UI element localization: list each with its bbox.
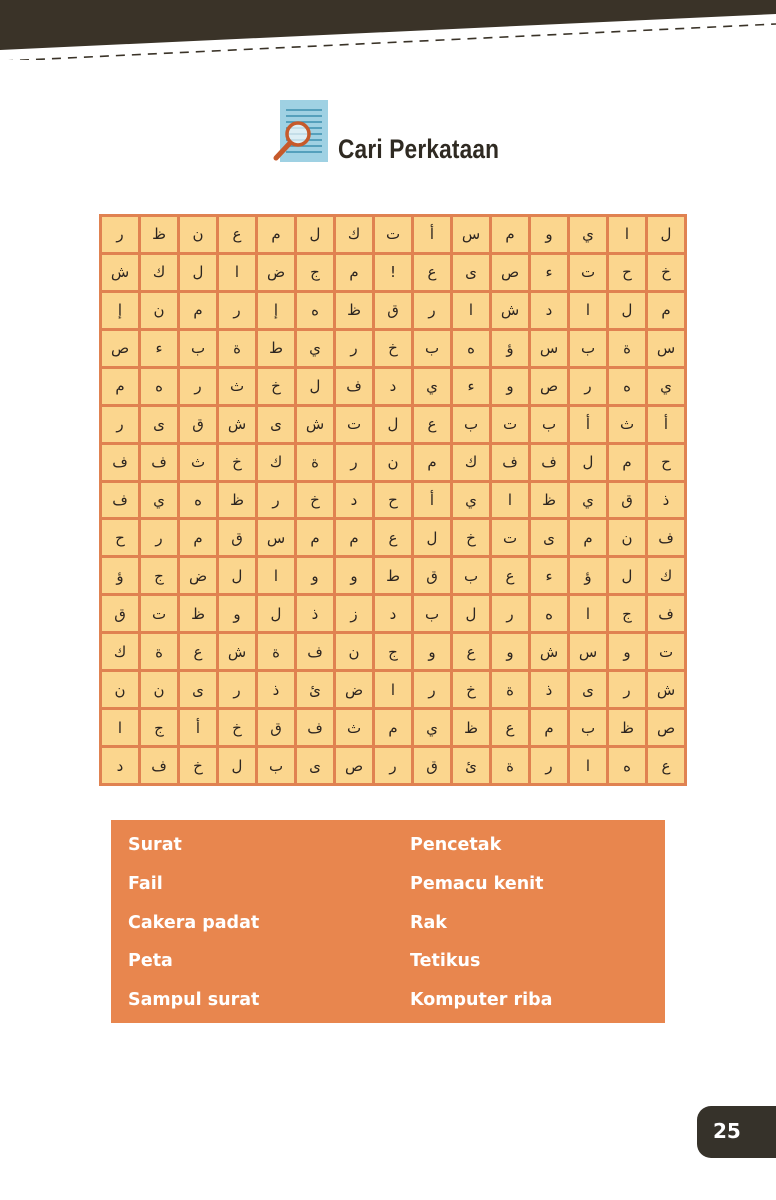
grid-cell: ط bbox=[258, 331, 294, 366]
grid-cell: ء bbox=[141, 331, 177, 366]
grid-cell: س bbox=[531, 331, 567, 366]
grid-cell: خ bbox=[648, 255, 684, 290]
grid-cell: ش bbox=[297, 407, 333, 442]
grid-cell: ء bbox=[531, 255, 567, 290]
grid-cell: ئ bbox=[297, 672, 333, 707]
grid-cell: ت bbox=[648, 634, 684, 669]
grid-cell: ا bbox=[492, 483, 528, 518]
grid-cell: ش bbox=[219, 634, 255, 669]
grid-cell: ف bbox=[102, 445, 138, 480]
grid-cell: م bbox=[102, 369, 138, 404]
grid-cell: ص bbox=[492, 255, 528, 290]
grid-cell: م bbox=[609, 445, 645, 480]
magnifier-document-icon bbox=[272, 98, 332, 164]
grid-cell: ض bbox=[180, 558, 216, 593]
grid-cell: ص bbox=[336, 748, 372, 783]
word-item: Pencetak bbox=[410, 835, 502, 855]
grid-cell: ل bbox=[453, 596, 489, 631]
grid-cell: ى bbox=[531, 520, 567, 555]
grid-cell: خ bbox=[453, 520, 489, 555]
grid-cell: م bbox=[531, 710, 567, 745]
grid-cell: ج bbox=[297, 255, 333, 290]
grid-cell: ك bbox=[258, 445, 294, 480]
grid-cell: و bbox=[609, 634, 645, 669]
grid-cell: م bbox=[180, 293, 216, 328]
grid-cell: ف bbox=[492, 445, 528, 480]
grid-cell: ق bbox=[102, 596, 138, 631]
grid-cell: ر bbox=[570, 369, 606, 404]
grid-cell: ب bbox=[531, 407, 567, 442]
grid-cell: ظ bbox=[453, 710, 489, 745]
grid-cell: ف bbox=[531, 445, 567, 480]
grid-cell: ه bbox=[531, 596, 567, 631]
grid-cell: ة bbox=[492, 748, 528, 783]
grid-cell: ة bbox=[492, 672, 528, 707]
grid-cell: م bbox=[375, 710, 411, 745]
grid-cell: ى bbox=[570, 672, 606, 707]
grid-cell: ص bbox=[102, 331, 138, 366]
grid-cell: ه bbox=[453, 331, 489, 366]
grid-cell: ا bbox=[570, 748, 606, 783]
grid-cell: ف bbox=[336, 369, 372, 404]
grid-cell: ا bbox=[570, 596, 606, 631]
grid-cell: ي bbox=[570, 483, 606, 518]
grid-cell: ح bbox=[648, 445, 684, 480]
grid-cell: ى bbox=[258, 407, 294, 442]
grid-cell: ظ bbox=[219, 483, 255, 518]
grid-cell: ة bbox=[258, 634, 294, 669]
grid-cell: ق bbox=[414, 748, 450, 783]
grid-cell: ج bbox=[141, 710, 177, 745]
grid-cell: ر bbox=[180, 369, 216, 404]
grid-cell: ر bbox=[414, 672, 450, 707]
grid-cell: ع bbox=[492, 710, 528, 745]
grid-cell: ة bbox=[609, 331, 645, 366]
grid-cell: ظ bbox=[336, 293, 372, 328]
word-item: Tetikus bbox=[410, 951, 481, 972]
grid-cell: ر bbox=[102, 407, 138, 442]
grid-cell: ر bbox=[102, 217, 138, 252]
grid-cell: ف bbox=[648, 520, 684, 555]
grid-cell: ر bbox=[336, 445, 372, 480]
grid-cell: ق bbox=[375, 293, 411, 328]
grid-cell: ل bbox=[570, 445, 606, 480]
grid-cell: ح bbox=[375, 483, 411, 518]
grid-cell: ك bbox=[453, 445, 489, 480]
grid-cell: خ bbox=[219, 710, 255, 745]
grid-cell: ي bbox=[141, 483, 177, 518]
grid-cell: ب bbox=[570, 331, 606, 366]
grid-cell: ض bbox=[258, 255, 294, 290]
grid-cell: ب bbox=[414, 331, 450, 366]
grid-cell: ذ bbox=[258, 672, 294, 707]
word-item: Cakera padat bbox=[128, 912, 260, 933]
grid-cell: و bbox=[531, 217, 567, 252]
grid-cell: ب bbox=[414, 596, 450, 631]
grid-cell: و bbox=[492, 634, 528, 669]
grid-cell: ذ bbox=[531, 672, 567, 707]
grid-cell: ل bbox=[609, 293, 645, 328]
grid-cell: ق bbox=[609, 483, 645, 518]
grid-cell: ئ bbox=[453, 748, 489, 783]
grid-cell: و bbox=[219, 596, 255, 631]
grid-cell: ش bbox=[531, 634, 567, 669]
grid-cell: ى bbox=[180, 672, 216, 707]
grid-cell: أ bbox=[414, 217, 450, 252]
grid-cell: د bbox=[375, 596, 411, 631]
grid-cell: ص bbox=[531, 369, 567, 404]
grid-cell: ر bbox=[492, 596, 528, 631]
grid-cell: ق bbox=[258, 710, 294, 745]
grid-cell: ت bbox=[336, 407, 372, 442]
grid-cell: ة bbox=[297, 445, 333, 480]
grid-cell: ا bbox=[219, 255, 255, 290]
grid-cell: ع bbox=[648, 748, 684, 783]
grid-cell: ش bbox=[219, 407, 255, 442]
word-search-grid bbox=[99, 214, 687, 786]
grid-cell: ء bbox=[531, 558, 567, 593]
grid-cell: ر bbox=[219, 672, 255, 707]
grid-cell: ه bbox=[180, 483, 216, 518]
grid-cell: ل bbox=[414, 520, 450, 555]
grid-cell: م bbox=[258, 217, 294, 252]
grid-cell: ت bbox=[492, 520, 528, 555]
grid-cell: ش bbox=[648, 672, 684, 707]
grid-cell: م bbox=[492, 217, 528, 252]
grid-cell: و bbox=[336, 558, 372, 593]
grid-cell: د bbox=[336, 483, 372, 518]
grid-cell: ن bbox=[141, 293, 177, 328]
grid-cell: م bbox=[336, 255, 372, 290]
grid-cell: ى bbox=[453, 255, 489, 290]
grid-cell: ش bbox=[492, 293, 528, 328]
word-item: Pemacu kenit bbox=[410, 873, 544, 894]
word-item: Fail bbox=[128, 873, 163, 894]
grid-cell: ي bbox=[414, 369, 450, 404]
grid-cell: ن bbox=[336, 634, 372, 669]
grid-cell: ن bbox=[609, 520, 645, 555]
grid-cell: ي bbox=[570, 217, 606, 252]
grid-cell: أ bbox=[570, 407, 606, 442]
grid-cell: ت bbox=[141, 596, 177, 631]
grid-cell: ر bbox=[531, 748, 567, 783]
grid-cell: ز bbox=[336, 596, 372, 631]
grid-cell: ك bbox=[141, 255, 177, 290]
grid-cell: ف bbox=[297, 710, 333, 745]
grid-cell: ة bbox=[219, 331, 255, 366]
grid-cell: ر bbox=[375, 748, 411, 783]
grid-cell: ي bbox=[414, 710, 450, 745]
grid-cell: س bbox=[453, 217, 489, 252]
grid-cell: ط bbox=[375, 558, 411, 593]
grid-cell: ا bbox=[570, 293, 606, 328]
grid-cell: د bbox=[531, 293, 567, 328]
grid-cell: ق bbox=[414, 558, 450, 593]
grid-cell: ر bbox=[609, 672, 645, 707]
word-list-right bbox=[410, 833, 552, 1027]
grid-cell: ث bbox=[180, 445, 216, 480]
grid-cell: ء bbox=[453, 369, 489, 404]
grid-cell: ق bbox=[219, 520, 255, 555]
letter-grid bbox=[102, 217, 684, 783]
grid-cell: ح bbox=[609, 255, 645, 290]
grid-cell: ل bbox=[219, 748, 255, 783]
grid-cell: ع bbox=[219, 217, 255, 252]
page-number: 25 bbox=[713, 1119, 741, 1143]
grid-cell: ا bbox=[258, 558, 294, 593]
grid-cell: ع bbox=[492, 558, 528, 593]
grid-cell: ح bbox=[102, 520, 138, 555]
grid-cell: ب bbox=[453, 407, 489, 442]
grid-cell: خ bbox=[258, 369, 294, 404]
grid-cell: إ bbox=[102, 293, 138, 328]
grid-cell: ف bbox=[648, 596, 684, 631]
grid-cell: ب bbox=[453, 558, 489, 593]
word-item: Sampul surat bbox=[128, 990, 260, 1010]
grid-cell: ؤ bbox=[570, 558, 606, 593]
grid-cell: ب bbox=[180, 331, 216, 366]
grid-cell: ث bbox=[219, 369, 255, 404]
grid-cell: ي bbox=[297, 331, 333, 366]
grid-cell: ي bbox=[453, 483, 489, 518]
word-list-box bbox=[111, 820, 665, 1023]
grid-cell: ن bbox=[102, 672, 138, 707]
grid-cell: ف bbox=[297, 634, 333, 669]
grid-cell: ذ bbox=[297, 596, 333, 631]
grid-cell: أ bbox=[180, 710, 216, 745]
grid-cell: ع bbox=[414, 407, 450, 442]
grid-cell: ر bbox=[219, 293, 255, 328]
grid-cell: ث bbox=[336, 710, 372, 745]
grid-cell: ظ bbox=[141, 217, 177, 252]
grid-cell: م bbox=[648, 293, 684, 328]
word-list-left bbox=[128, 833, 259, 1027]
grid-cell: إ bbox=[258, 293, 294, 328]
word-item: Peta bbox=[128, 951, 173, 972]
grid-cell: م bbox=[180, 520, 216, 555]
grid-cell: ي bbox=[648, 369, 684, 404]
grid-cell: م bbox=[297, 520, 333, 555]
grid-cell: و bbox=[297, 558, 333, 593]
grid-cell: ك bbox=[336, 217, 372, 252]
grid-cell: ن bbox=[141, 672, 177, 707]
grid-cell: ل bbox=[180, 255, 216, 290]
grid-cell: ف bbox=[141, 445, 177, 480]
grid-cell: أ bbox=[648, 407, 684, 442]
grid-cell: خ bbox=[453, 672, 489, 707]
grid-cell: ن bbox=[375, 445, 411, 480]
grid-cell: ت bbox=[570, 255, 606, 290]
grid-cell: م bbox=[414, 445, 450, 480]
grid-cell: و bbox=[492, 369, 528, 404]
grid-cell: ! bbox=[375, 255, 411, 290]
grid-cell: ظ bbox=[609, 710, 645, 745]
grid-cell: س bbox=[258, 520, 294, 555]
grid-cell: ص bbox=[648, 710, 684, 745]
page-title: Cari Perkataan bbox=[338, 134, 500, 164]
grid-cell: ت bbox=[492, 407, 528, 442]
top-decorative-band bbox=[0, 0, 776, 60]
grid-cell: ق bbox=[180, 407, 216, 442]
grid-cell: ت bbox=[375, 217, 411, 252]
page-header bbox=[0, 98, 776, 168]
grid-cell: ى bbox=[141, 407, 177, 442]
grid-cell: ل bbox=[648, 217, 684, 252]
grid-cell: ل bbox=[297, 369, 333, 404]
grid-cell: ه bbox=[609, 748, 645, 783]
grid-cell: ل bbox=[375, 407, 411, 442]
grid-cell: ا bbox=[453, 293, 489, 328]
grid-cell: ؤ bbox=[102, 558, 138, 593]
grid-cell: ن bbox=[180, 217, 216, 252]
grid-cell: ع bbox=[453, 634, 489, 669]
grid-cell: خ bbox=[180, 748, 216, 783]
grid-cell: ظ bbox=[531, 483, 567, 518]
grid-cell: ع bbox=[375, 520, 411, 555]
grid-cell: خ bbox=[219, 445, 255, 480]
grid-cell: ؤ bbox=[492, 331, 528, 366]
grid-cell: ذ bbox=[648, 483, 684, 518]
grid-cell: د bbox=[102, 748, 138, 783]
grid-cell: ر bbox=[258, 483, 294, 518]
grid-cell: ا bbox=[609, 217, 645, 252]
grid-cell: ب bbox=[570, 710, 606, 745]
grid-cell: م bbox=[336, 520, 372, 555]
grid-cell: ض bbox=[336, 672, 372, 707]
grid-cell: ر bbox=[414, 293, 450, 328]
grid-cell: ر bbox=[336, 331, 372, 366]
grid-cell: ع bbox=[180, 634, 216, 669]
grid-cell: خ bbox=[297, 483, 333, 518]
page-number-tab bbox=[697, 1106, 776, 1158]
grid-cell: ه bbox=[609, 369, 645, 404]
grid-cell: د bbox=[375, 369, 411, 404]
word-item: Surat bbox=[128, 835, 182, 855]
grid-cell: ا bbox=[102, 710, 138, 745]
grid-cell: ة bbox=[141, 634, 177, 669]
grid-cell: أ bbox=[414, 483, 450, 518]
grid-cell: ب bbox=[258, 748, 294, 783]
grid-cell: ل bbox=[219, 558, 255, 593]
grid-cell: ك bbox=[648, 558, 684, 593]
grid-cell: ا bbox=[375, 672, 411, 707]
grid-cell: ه bbox=[297, 293, 333, 328]
grid-cell: ث bbox=[609, 407, 645, 442]
grid-cell: س bbox=[570, 634, 606, 669]
grid-cell: خ bbox=[375, 331, 411, 366]
grid-cell: ه bbox=[141, 369, 177, 404]
grid-cell: ل bbox=[258, 596, 294, 631]
grid-cell: ف bbox=[102, 483, 138, 518]
grid-cell: ج bbox=[375, 634, 411, 669]
grid-cell: س bbox=[648, 331, 684, 366]
grid-cell: ل bbox=[297, 217, 333, 252]
grid-cell: ج bbox=[609, 596, 645, 631]
grid-cell: ر bbox=[141, 520, 177, 555]
grid-cell: ل bbox=[609, 558, 645, 593]
grid-cell: و bbox=[414, 634, 450, 669]
grid-cell: ظ bbox=[180, 596, 216, 631]
grid-cell: ع bbox=[414, 255, 450, 290]
grid-cell: ك bbox=[102, 634, 138, 669]
grid-cell: م bbox=[570, 520, 606, 555]
grid-cell: ش bbox=[102, 255, 138, 290]
grid-cell: ف bbox=[141, 748, 177, 783]
word-item: Komputer riba bbox=[410, 990, 553, 1010]
word-item: Rak bbox=[410, 912, 447, 933]
grid-cell: ج bbox=[141, 558, 177, 593]
grid-cell: ى bbox=[297, 748, 333, 783]
